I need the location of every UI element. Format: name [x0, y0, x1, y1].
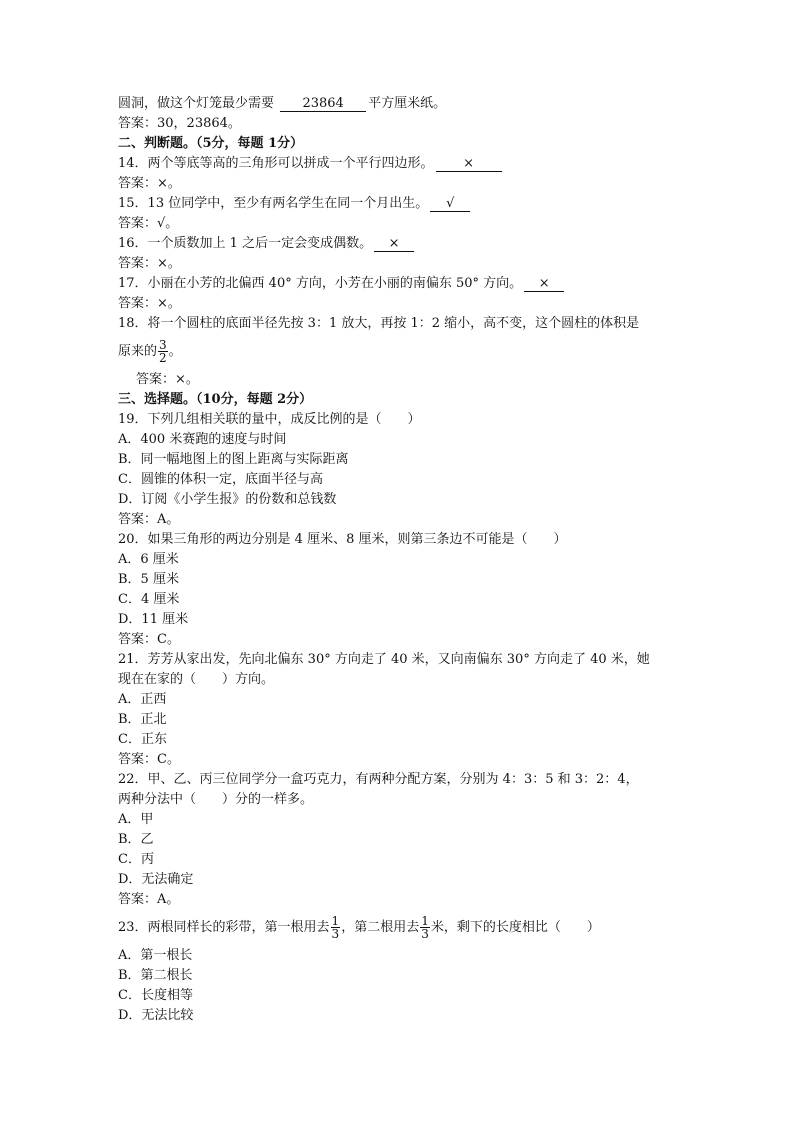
q14-text: 14．两个等底等高的三角形可以拼成一个平行四边形。 [118, 156, 434, 171]
q22-line2: 两种分法中（ ）分的一样多。 [118, 792, 314, 807]
q23-part3: 米，剩下的长度相比（ ） [430, 920, 600, 935]
q19-option-c: C．圆锥的体积一定，底面半径与高 [118, 472, 323, 487]
q20-answer: 答案：C。 [118, 632, 180, 647]
q23-fraction-2 [420, 915, 430, 940]
q13-answer: 答案：30，23864。 [118, 116, 241, 131]
q23-option-a: A．第一根长 [118, 948, 193, 963]
q20-option-d: D．11 厘米 [118, 612, 189, 627]
q23-part1: 23．两根同样长的彩带，第一根用去 [118, 920, 330, 935]
q23-frac1-numerator: 1 [331, 914, 340, 928]
section3-title: 三、选择题。（10分，每题 2分） [118, 392, 313, 407]
q17-answer: 答案：×。 [118, 296, 181, 311]
q15-text: 15．13 位同学中，至少有两名学生在同一个月出生。 [118, 196, 429, 211]
q14-answer-blank: × [436, 157, 502, 172]
q22-option-d: D．无法确定 [118, 872, 194, 887]
q21-option-c: C．正东 [118, 732, 167, 747]
q17-line [118, 274, 688, 294]
q22-option-c: C．丙 [118, 852, 154, 867]
q18-line2 [118, 334, 688, 370]
q16-answer: 答案：×。 [118, 256, 181, 271]
q18-frac-denominator: 2 [159, 351, 167, 365]
q14-answer: 答案：×。 [118, 176, 181, 191]
q23-frac2-denominator: 3 [421, 927, 429, 941]
q20-option-a: A．6 厘米 [118, 552, 179, 567]
q17-answer-blank: × [524, 277, 564, 292]
q20-option-c: C．4 厘米 [118, 592, 180, 607]
q23-frac2-numerator: 1 [421, 914, 429, 928]
q16-answer-blank: × [374, 237, 414, 252]
q19-option-b: B．同一幅地图上的图上距离与实际距离 [118, 452, 349, 467]
q21-line1: 21．芳芳从家出发，先向北偏东 30° 方向走了 40 米，又向南偏东 30° 方向走了 40 米，她 [118, 652, 650, 667]
q22-answer: 答案：A。 [118, 892, 180, 907]
q18-answer: 答案：×。 [136, 372, 199, 387]
q23-option-d: D．无法比较 [118, 1008, 194, 1023]
q18-text-before: 原来的 [118, 344, 158, 359]
q19-option-d: D．订阅《小学生报》的份数和总钱数 [118, 492, 337, 507]
q15-answer: 答案：√。 [118, 216, 179, 231]
q23-fraction-1 [331, 915, 341, 940]
q23-line [118, 910, 688, 946]
q13-text-after: 平方厘米纸。 [368, 96, 447, 111]
q19-option-a: A．400 米赛跑的速度与时间 [118, 432, 287, 447]
q18-line1: 18．将一个圆柱的底面半径先按 3：1 放大，再按 1：2 缩小，高不变，这个圆柱的体积是 [118, 316, 640, 331]
q21-option-a: A．正西 [118, 692, 167, 707]
q21-option-b: B．正北 [118, 712, 167, 727]
q13-text-before: 圆洞，做这个灯笼最少需要 [118, 96, 279, 111]
section2-title: 二、判断题。（5分，每题 1分） [118, 136, 304, 151]
q15-line [118, 194, 688, 214]
q21-line2: 现在在家的（ ）方向。 [118, 672, 275, 687]
q21-answer: 答案：C。 [118, 752, 180, 767]
q16-line [118, 234, 688, 254]
q22-option-b: B．乙 [118, 832, 154, 847]
q18-fraction [158, 339, 168, 364]
q16-text: 16．一个质数加上 1 之后一定会变成偶数。 [118, 236, 373, 251]
q22-line1: 22．甲、乙、丙三位同学分一盒巧克力，有两种分配方案，分别为 4：3：5 和 3：2：4， [118, 772, 639, 787]
q13-line [118, 94, 688, 114]
document-page [118, 94, 688, 1026]
q18-frac-numerator: 3 [159, 338, 167, 352]
q20-option-b: B．5 厘米 [118, 572, 179, 587]
q22-option-a: A．甲 [118, 812, 154, 827]
q14-line [118, 154, 688, 174]
q20-text: 20．如果三角形的两边分别是 4 厘米、8 厘米，则第三条边不可能是（ ） [118, 532, 567, 547]
q13-answer-blank: 23864 [280, 97, 366, 112]
q23-part2: ，第二根用去 [341, 920, 420, 935]
q17-text: 17．小丽在小芳的北偏西 40° 方向，小芳在小丽的南偏东 50° 方向。 [118, 276, 523, 291]
q18-text-after: 。 [168, 344, 182, 359]
q23-option-c: C．长度相等 [118, 988, 193, 1003]
q19-text: 19．下列几组相关联的量中，成反比例的是（ ） [118, 412, 421, 427]
q23-option-b: B．第二根长 [118, 968, 193, 983]
q19-answer: 答案：A。 [118, 512, 180, 527]
q15-answer-blank: √ [430, 197, 470, 212]
q23-frac1-denominator: 3 [331, 927, 340, 941]
